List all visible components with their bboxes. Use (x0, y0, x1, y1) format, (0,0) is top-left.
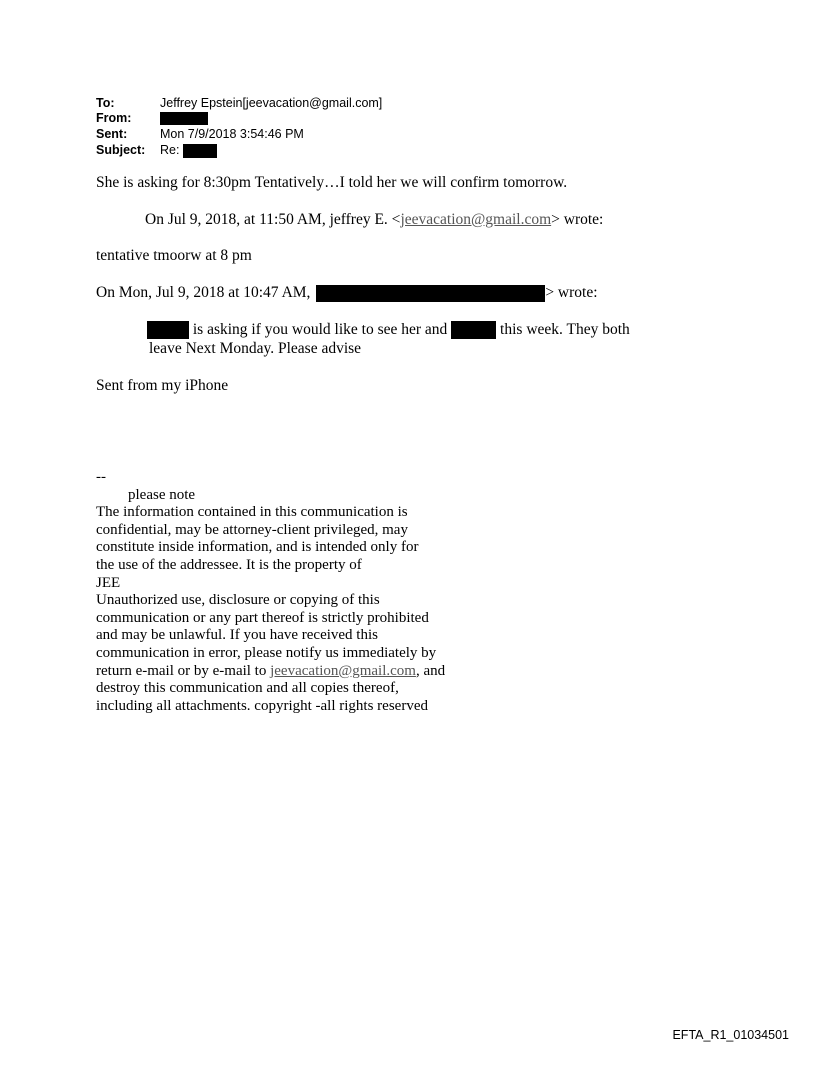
tentative-text: tentative tmoorw at 8 pm (96, 247, 252, 264)
subject-prefix: Re: (160, 143, 180, 157)
from-redaction (160, 111, 208, 125)
inner-part2: this week. They both (500, 321, 630, 338)
subject-label: Subject: (96, 143, 146, 157)
disclaimer-line: communication or any part thereof is strictly prohibited (96, 609, 429, 626)
to-value: Jeffrey Epstein[jeevacation@gmail.com] (160, 96, 383, 110)
redaction-box (451, 321, 496, 339)
disclaimer-line: communication in error, please notify us immediately by (96, 644, 437, 661)
disclaimer-line: destroy this communication and all copies thereof, (96, 680, 399, 697)
document-id: EFTA_R1_01034501 (672, 1028, 789, 1042)
email-line-prefix: return e-mail or by e-mail to (96, 662, 271, 679)
disclaimer (96, 469, 445, 715)
email-link[interactable]: jeevacation@gmail.com (400, 211, 552, 228)
signature: Sent from my iPhone (96, 377, 229, 394)
redaction-box (147, 321, 189, 339)
quote1-header (145, 211, 603, 229)
disclaimer-line: Unauthorized use, disclosure or copying of this (96, 592, 380, 609)
email-header (96, 96, 496, 160)
redaction-box (316, 285, 545, 302)
disclaimer-line: the use of the addressee. It is the property of (96, 556, 362, 573)
sent-label: Sent: (96, 127, 128, 141)
redaction-box (160, 112, 208, 125)
disclaimer-line: JEE (96, 574, 121, 591)
inner-part1: is asking if you would like to see her and (192, 321, 448, 338)
disclaimer-line: and may be unlawful. If you have received this (96, 627, 378, 644)
disclaimer-email-line (96, 663, 445, 681)
separator: -- (96, 469, 106, 485)
please-note: please note (128, 486, 196, 503)
quote1-suffix: > wrote: (551, 211, 604, 228)
reply-text: She is asking for 8:30pm Tentatively…I told her we will confirm tomorrow. (96, 174, 568, 191)
quote1-prefix: On Jul 9, 2018, at 11:50 AM, jeffrey E. < (145, 211, 401, 228)
redaction-box (183, 144, 217, 158)
email-link[interactable]: jeevacation@gmail.com (270, 662, 416, 679)
disclaimer-line: including all attachments. copyright -all rights reserved (96, 697, 428, 714)
to-label: To: (96, 96, 115, 110)
subject-value (160, 143, 217, 158)
disclaimer-line: constitute inside information, and is intended only for (96, 539, 419, 556)
inner-message-line2: leave Next Monday. Please advise (149, 340, 362, 357)
email-line-suffix: , and (415, 662, 446, 679)
sent-value: Mon 7/9/2018 3:54:46 PM (160, 127, 304, 141)
quote2-prefix: On Mon, Jul 9, 2018 at 10:47 AM, (96, 284, 311, 301)
quote2-header (96, 284, 598, 302)
quote2-suffix: > wrote: (545, 284, 598, 301)
from-label: From: (96, 111, 132, 125)
disclaimer-line: confidential, may be attorney-client privileged, may (96, 521, 408, 538)
disclaimer-line: The information contained in this communication is (96, 504, 408, 521)
inner-message-line1 (147, 321, 630, 339)
